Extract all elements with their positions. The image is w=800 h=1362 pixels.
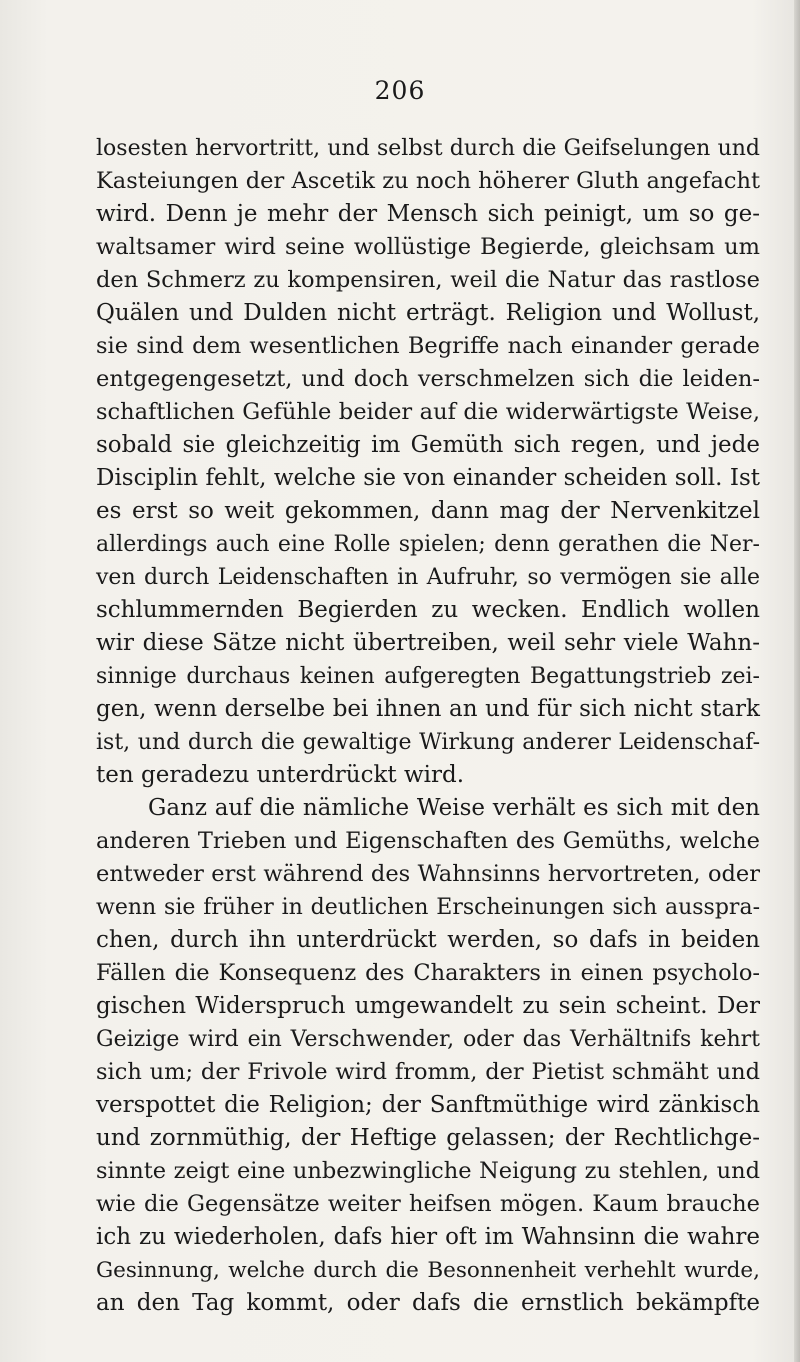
text-line: sie sind dem wesentlichen Begriffe nach einander gerade <box>96 333 760 359</box>
text-line: Fällen die Konsequenz des Charakters in einen psycholo- <box>96 960 760 986</box>
text-line: wird. Denn je mehr der Mensch sich peinigt, um so ge- <box>96 201 760 227</box>
text-line: ven durch Leidenschaften in Aufruhr, so vermögen sie alle <box>96 565 760 590</box>
text-line: verspottet die Religion; der Sanftmüthige wird zänkisch <box>96 1092 760 1118</box>
text-line: gen, wenn derselbe bei ihnen an und für sich nicht stark <box>96 696 760 722</box>
text-line: losesten hervortritt, und selbst durch die Geifselungen und <box>96 136 760 161</box>
text-line: gischen Widerspruch umgewandelt zu sein scheint. Der <box>96 993 760 1019</box>
text-line: Ganz auf die nämliche Weise verhält es sich mit den <box>148 795 760 821</box>
text-line: wenn sie früher in deutlichen Erscheinungen sich ausspra- <box>96 895 760 920</box>
text-line: wie die Gegensätze weiter heifsen mögen. Kaum brauche <box>96 1191 760 1217</box>
body-text <box>96 132 760 1320</box>
text-line: entgegengesetzt, und doch verschmelzen sich die leiden- <box>96 366 760 392</box>
text-line: es erst so weit gekommen, dann mag der Nervenkitzel <box>96 498 760 524</box>
text-line: ten geradezu unterdrückt wird. <box>96 762 465 788</box>
text-line: Disciplin fehlt, welche sie von einander scheiden soll. Ist <box>96 465 760 491</box>
text-line: schlummernden Begierden zu wecken. Endlich wollen <box>96 597 760 623</box>
text-line: sich um; der Frivole wird fromm, der Pietist schmäht und <box>96 1059 760 1085</box>
text-line: sobald sie gleichzeitig im Gemüth sich regen, und jede <box>96 432 760 458</box>
text-line: an den Tag kommt, oder dafs die ernstlich bekämpfte <box>96 1290 760 1316</box>
text-line: allerdings auch eine Rolle spielen; denn gerathen die Ner- <box>96 532 760 557</box>
text-line: sinnte zeigt eine unbezwingliche Neigung zu stehlen, und <box>96 1158 760 1184</box>
page-number: 206 <box>374 76 426 105</box>
text-line: Kasteiungen der Ascetik zu noch höherer Gluth angefacht <box>96 168 760 194</box>
text-line: Gesinnung, welche durch die Besonnenheit verhehlt wurde, <box>96 1258 760 1283</box>
text-line: schaftlichen Gefühle beider auf die widerwärtigste Weise, <box>96 399 760 425</box>
text-line: sinnige durchaus keinen aufgeregten Begattungstrieb zei- <box>96 664 760 689</box>
text-line: waltsamer wird seine wollüstige Begierde, gleichsam um <box>96 234 760 260</box>
page-edge-shadow <box>794 0 800 1362</box>
paragraph <box>96 792 760 1320</box>
text-line: Geizige wird ein Verschwender, oder das Verhältnifs kehrt <box>96 1027 760 1052</box>
text-line: ich zu wiederholen, dafs hier oft im Wahnsinn die wahre <box>96 1224 760 1250</box>
text-line: und zornmüthig, der Heftige gelassen; der Rechtlichge- <box>96 1125 760 1151</box>
text-line: chen, durch ihn unterdrückt werden, so dafs in beiden <box>96 927 760 953</box>
text-line: entweder erst während des Wahnsinns hervortreten, oder <box>96 861 760 887</box>
paragraph <box>96 132 760 792</box>
text-line: wir diese Sätze nicht übertreiben, weil sehr viele Wahn- <box>96 630 760 656</box>
text-line: Quälen und Dulden nicht erträgt. Religion und Wollust, <box>96 300 760 326</box>
text-line: ist, und durch die gewaltige Wirkung anderer Leidenschaf- <box>96 730 760 755</box>
text-line: anderen Trieben und Eigenschaften des Gemüths, welche <box>96 828 760 854</box>
text-line: den Schmerz zu kompensiren, weil die Natur das rastlose <box>96 267 760 293</box>
